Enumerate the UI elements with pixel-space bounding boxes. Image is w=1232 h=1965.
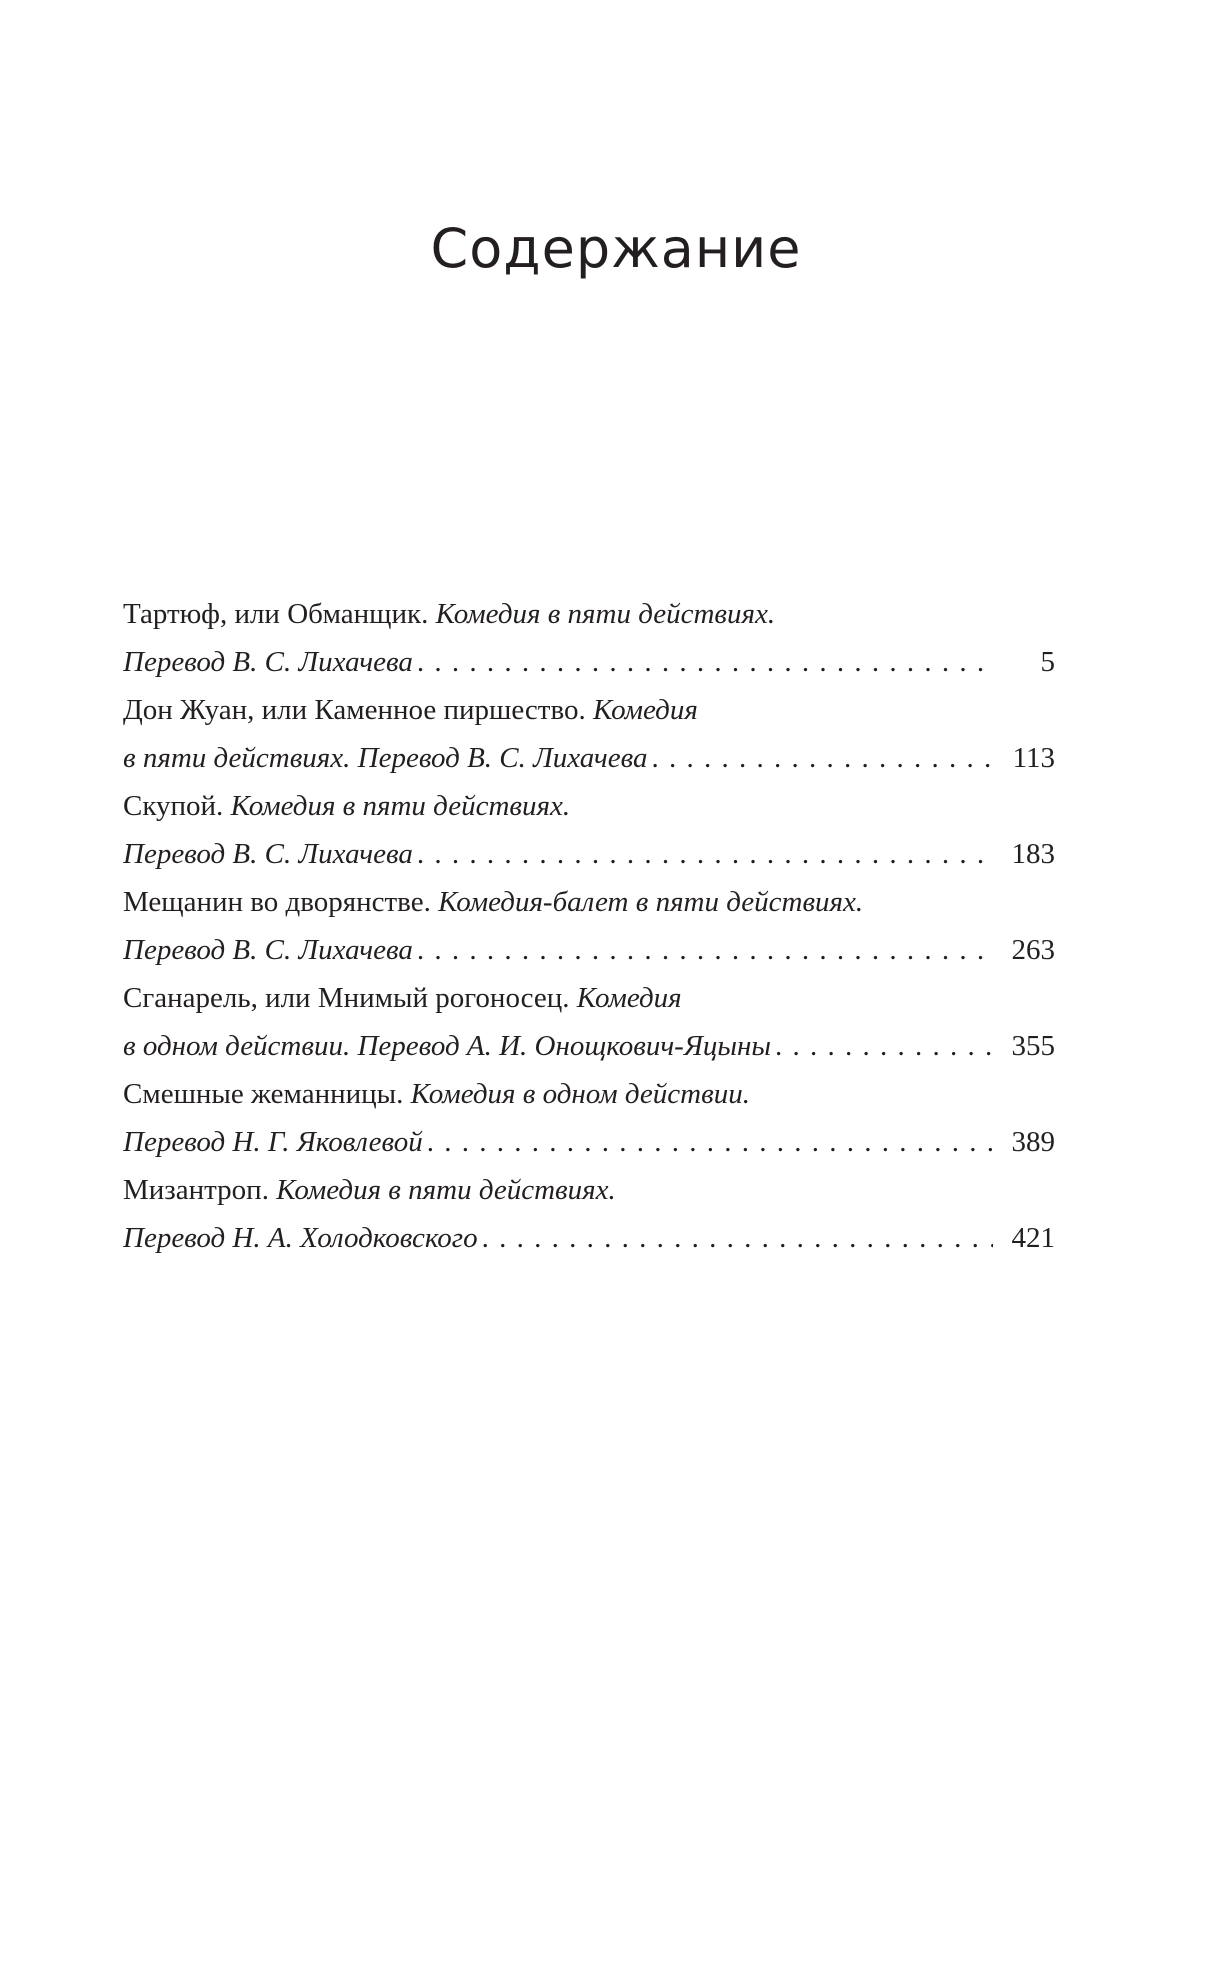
- toc-translator: в пяти действиях. Перевод В. С. Лихачева: [123, 742, 648, 774]
- dot-leader: [417, 638, 993, 686]
- dot-leader: [775, 1022, 993, 1070]
- toc-entry-first-line: [123, 782, 1055, 830]
- toc-translator: в одном действии. Перевод А. И. Онощкович-Яцыны: [123, 1030, 772, 1062]
- toc-entry-second-line: [123, 1022, 1055, 1070]
- toc-genre: Комедия в пяти действиях.: [435, 598, 776, 630]
- toc-entry[interactable]: [123, 974, 1055, 1070]
- toc-translator: Перевод Н. А. Холодковского: [123, 1222, 478, 1254]
- toc-entry[interactable]: [123, 1166, 1055, 1262]
- toc-entry-first-line: [123, 974, 1055, 1022]
- toc-entry-first-line: [123, 686, 1055, 734]
- toc-entry-second-line: [123, 926, 1055, 974]
- toc-entry-second-line: [123, 830, 1055, 878]
- dot-leader: [652, 734, 994, 782]
- toc-work-title: Скупой.: [123, 790, 224, 822]
- toc-entry-second-line: [123, 1118, 1055, 1166]
- toc-entry[interactable]: [123, 878, 1055, 974]
- toc-work-title: Дон Жуан, или Каменное пиршество.: [123, 694, 586, 726]
- toc-work-title: Смешные жеманницы.: [123, 1078, 404, 1110]
- page-title: Содержание: [430, 217, 802, 281]
- toc-entry-first-line: [123, 1166, 1055, 1214]
- toc-page-number: 389: [1011, 1126, 1055, 1158]
- toc-page-number: 355: [1011, 1030, 1055, 1062]
- toc-entry-second-line: [123, 734, 1055, 782]
- toc-entry-first-line: [123, 1070, 1055, 1118]
- toc-entry-first-line: [123, 590, 1055, 638]
- toc-translator: Перевод В. С. Лихачева: [123, 838, 413, 870]
- toc-genre: Комедия в пяти действиях.: [276, 1174, 616, 1206]
- toc-entry[interactable]: [123, 782, 1055, 878]
- toc-entry-second-line: [123, 638, 1055, 686]
- toc-translator: Перевод В. С. Лихачева: [123, 646, 413, 678]
- toc-genre: Комедия в пяти действиях.: [230, 790, 571, 822]
- toc-entry[interactable]: [123, 686, 1055, 782]
- toc-entry-first-line: [123, 878, 1055, 926]
- toc-entry[interactable]: [123, 590, 1055, 686]
- toc-translator: Перевод Н. Г. Яковлевой: [123, 1126, 423, 1158]
- toc-work-title: Тартюф, или Обманщик.: [123, 598, 429, 630]
- toc-entry[interactable]: [123, 1070, 1055, 1166]
- dot-leader: [427, 1118, 993, 1166]
- toc-genre: Комедия: [592, 694, 698, 726]
- dot-leader: [417, 830, 993, 878]
- toc-page-number: 113: [1012, 742, 1055, 774]
- toc-translator: Перевод В. С. Лихачева: [123, 934, 413, 966]
- toc-page-number: 263: [1011, 934, 1055, 966]
- toc-entry-second-line: [123, 1214, 1055, 1262]
- toc-work-title: Мизантроп.: [123, 1174, 269, 1206]
- toc-work-title: Сганарель, или Мнимый рогоносец.: [123, 982, 570, 1014]
- toc-genre: Комедия: [576, 982, 682, 1014]
- toc-work-title: Мещанин во дворянстве.: [123, 886, 431, 918]
- toc-genre: Комедия в одном действии.: [410, 1078, 750, 1110]
- table-of-contents: [123, 590, 1055, 1262]
- toc-page-number: 5: [1040, 646, 1055, 678]
- toc-page-number: 421: [1011, 1222, 1055, 1254]
- dot-leader: [482, 1214, 993, 1262]
- dot-leader: [417, 926, 993, 974]
- toc-page-number: 183: [1011, 838, 1055, 870]
- toc-genre: Комедия-балет в пяти действиях.: [438, 886, 864, 918]
